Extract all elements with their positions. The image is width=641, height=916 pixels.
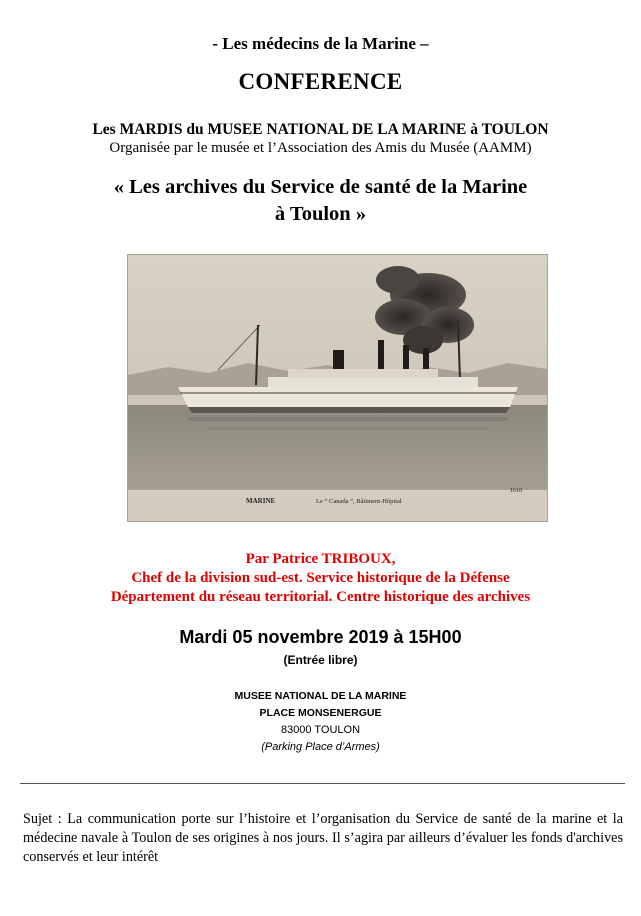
- talk-title-line-2: à Toulon »: [274, 203, 367, 225]
- entry-note: (Entrée libre): [283, 653, 358, 667]
- photo-caption-left: MARINE: [246, 497, 276, 505]
- photo-caption-number: 1610: [510, 488, 522, 494]
- venue-street: PLACE MONSENERGUE: [259, 707, 382, 719]
- series-title: - Les médecins de la Marine –: [212, 34, 429, 53]
- venue-parking: (Parking Place d’Armes): [261, 741, 380, 753]
- conference-heading: CONFERENCE: [238, 69, 403, 94]
- organizer-line-1: Les MARDIS du MUSEE NATIONAL DE LA MARINE à TOULON: [92, 121, 549, 138]
- divider: [20, 783, 625, 784]
- venue-name: MUSEE NATIONAL DE LA MARINE: [234, 690, 407, 702]
- venue-city: 83000 TOULON: [280, 724, 361, 736]
- ship-illustration: [128, 255, 547, 521]
- ship-photograph: [127, 254, 548, 522]
- speaker-title-2: Département du réseau territorial. Centre historique des archives: [110, 589, 531, 605]
- subject-paragraph: Sujet : La communication porte sur l’histoire et l’organisation du Service de santé de la marine et la médecine navale à Toulon de ses origines à nos jours. Il s’agira par ailleurs d’évaluer les fonds d'archives conservés et leur intérêt: [23, 811, 623, 865]
- event-date: Mardi 05 novembre 2019 à 15H00: [179, 627, 462, 647]
- organizer-line-2: Organisée par le musée et l’Association des Amis du Musée (AAMM): [109, 140, 532, 156]
- talk-title-line-1: « Les archives du Service de santé de la Marine: [113, 176, 528, 198]
- speaker-name: Par Patrice TRIBOUX,: [245, 551, 396, 567]
- speaker-title-1: Chef de la division sud-est. Service historique de la Défense: [131, 570, 510, 586]
- photo-caption-center: Le “ Canada ”, Bâtiment-Hôpital: [316, 498, 402, 505]
